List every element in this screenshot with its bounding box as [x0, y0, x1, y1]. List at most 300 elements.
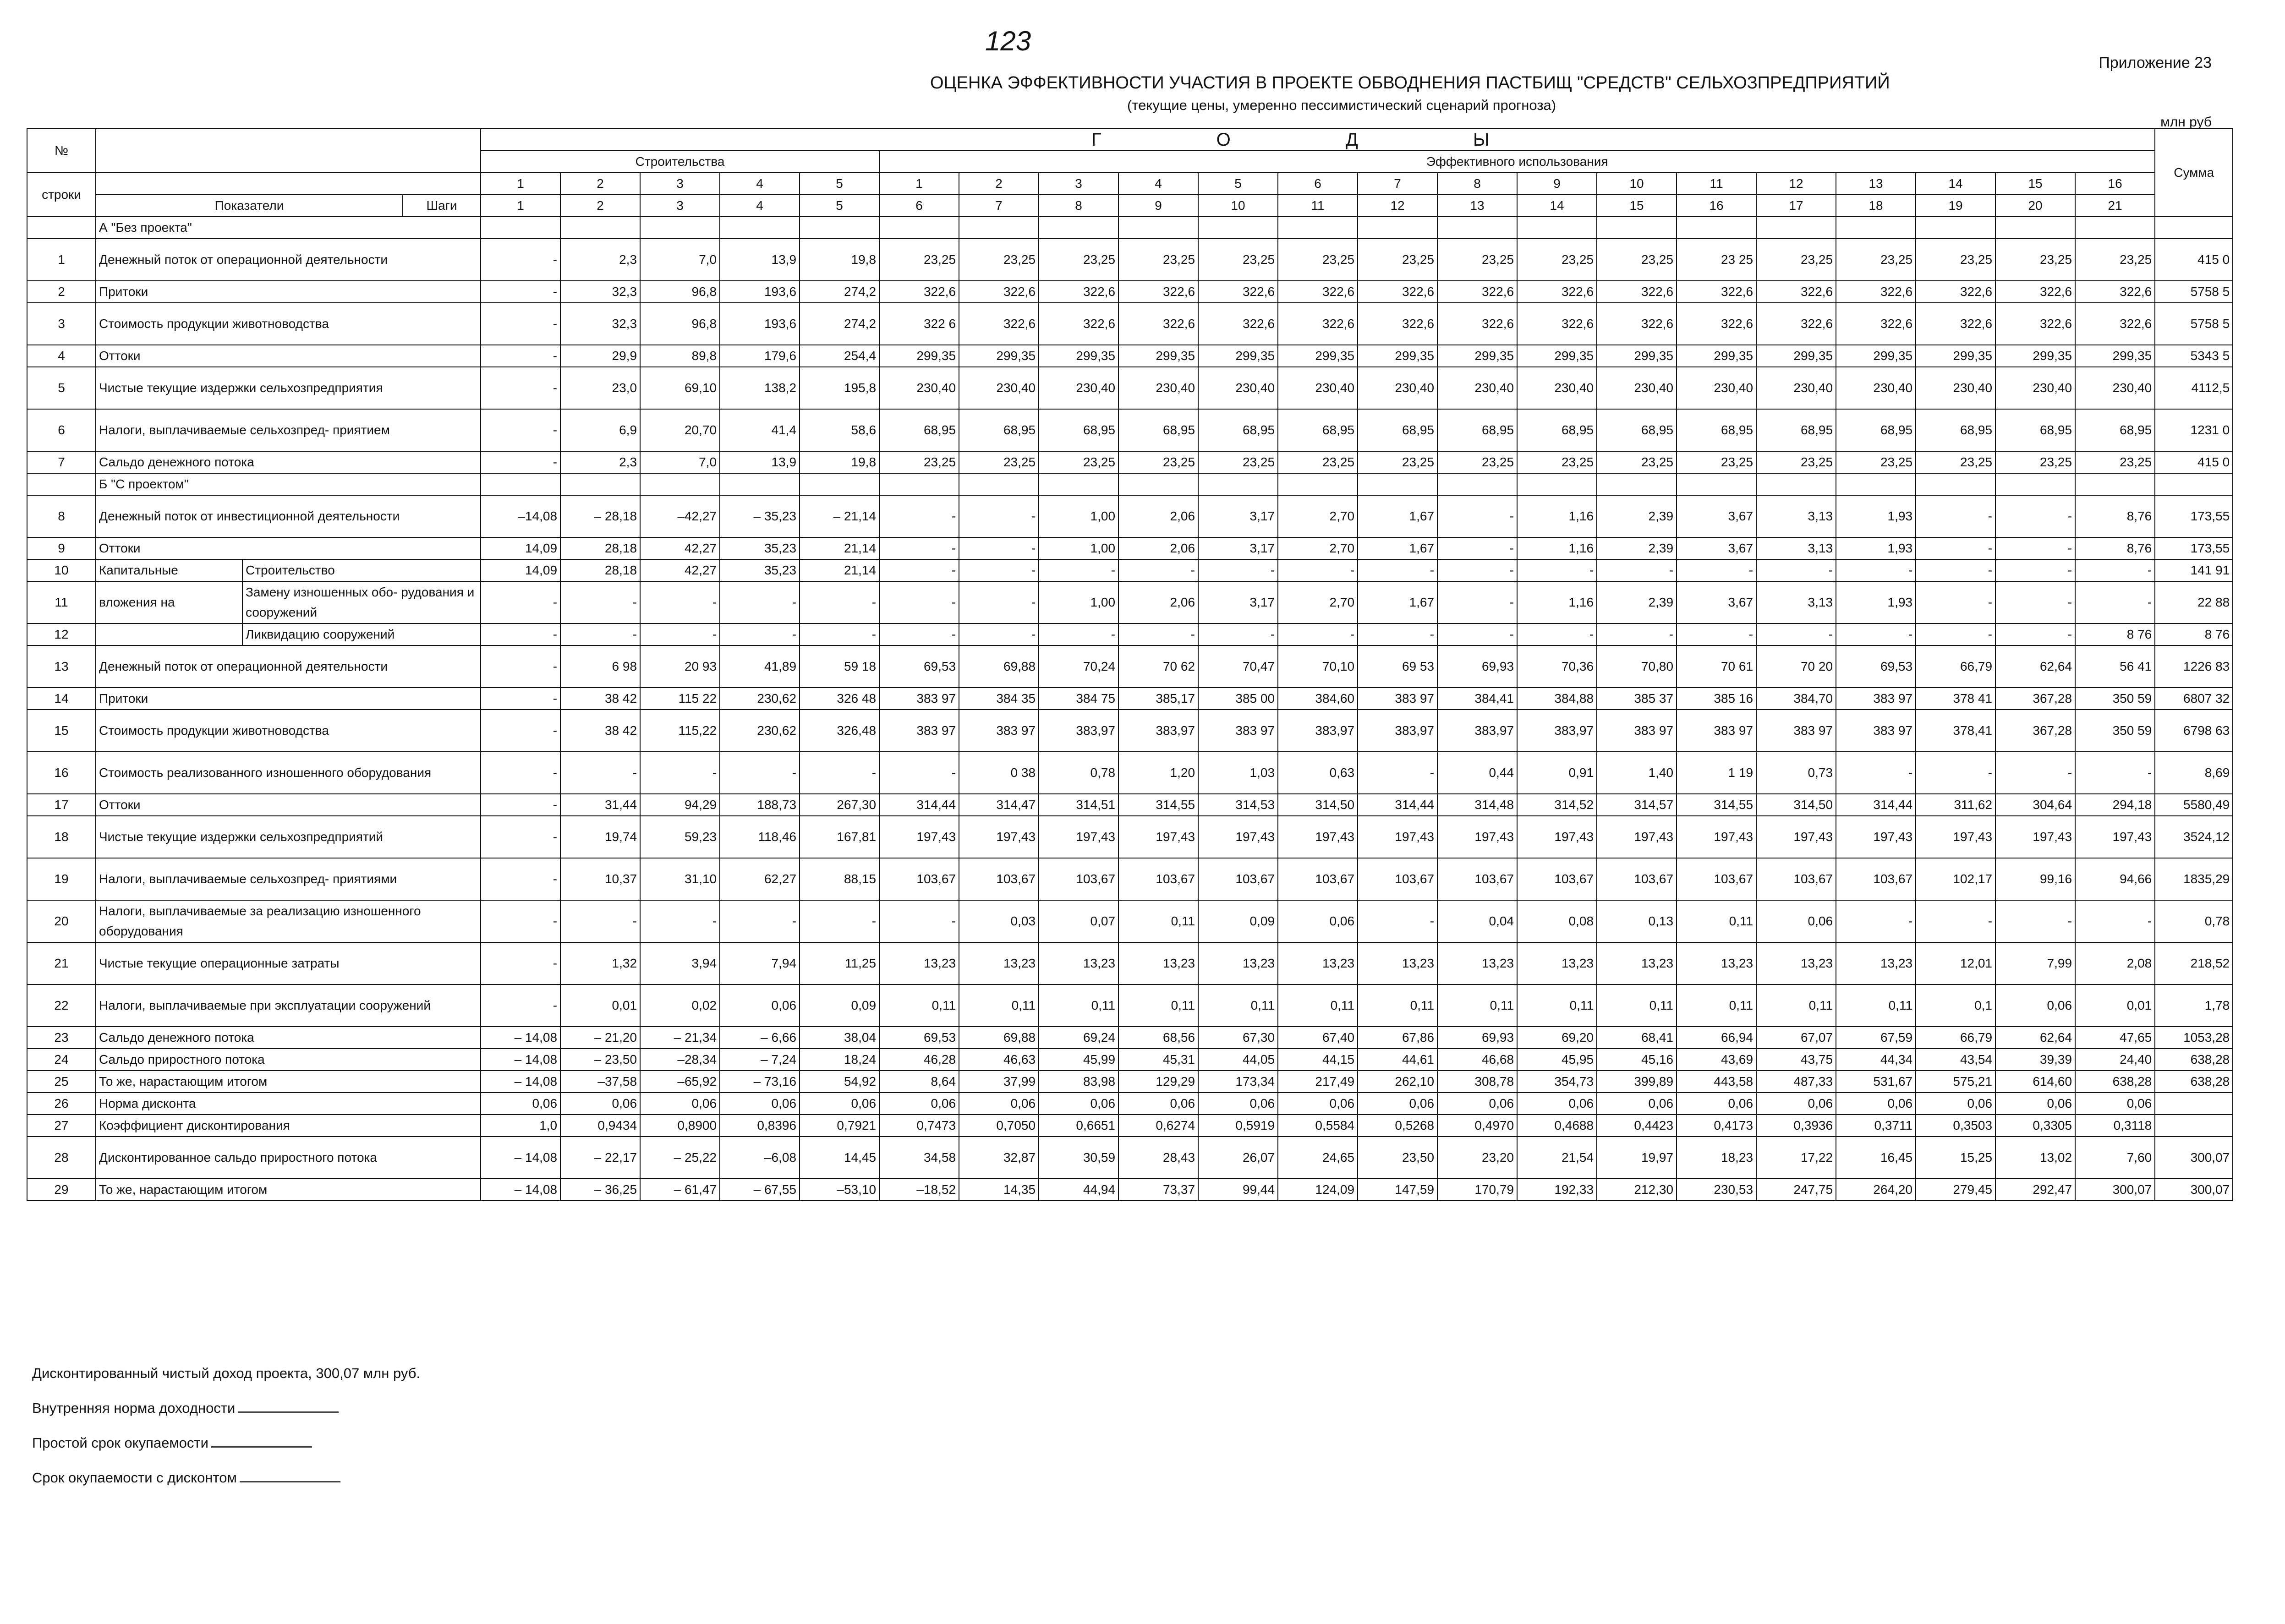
value-cell: 8,76 [2075, 537, 2155, 559]
value-cell: – 21,14 [800, 495, 879, 537]
value-cell: 354,73 [1517, 1071, 1597, 1093]
step-number: 16 [1677, 195, 1756, 217]
value-cell: 299,35 [1358, 345, 1437, 367]
value-cell: 83,98 [1039, 1071, 1118, 1093]
value-cell: 0,3118 [2075, 1115, 2155, 1137]
value-cell: 54,92 [800, 1071, 879, 1093]
row-number: 7 [27, 451, 96, 473]
value-cell: 23,25 [1278, 239, 1358, 281]
value-cell: 68,95 [1756, 409, 1836, 451]
value-cell: 299,35 [1916, 345, 1995, 367]
value-cell: - [481, 409, 560, 451]
value-cell: 23,25 [1916, 451, 1995, 473]
value-cell: 230,40 [1437, 367, 1517, 409]
value-cell: 14,09 [481, 537, 560, 559]
value-cell: 35,23 [720, 537, 800, 559]
value-cell: –53,10 [800, 1179, 879, 1201]
value-cell: 299,35 [959, 345, 1039, 367]
sum-cell: 0,78 [2155, 900, 2233, 942]
value-cell: 322,6 [1039, 303, 1118, 345]
value-cell: 1,00 [1039, 581, 1118, 623]
value-cell: 262,10 [1358, 1071, 1437, 1093]
value-cell: - [481, 688, 560, 710]
row-number: 11 [27, 581, 96, 623]
row-label: Капитальные [96, 559, 242, 581]
value-cell: – 7,24 [720, 1049, 800, 1071]
value-cell: 68,95 [1039, 409, 1118, 451]
step-number: 1 [481, 195, 560, 217]
sum-cell: 3524,12 [2155, 816, 2233, 858]
value-cell: 20,70 [640, 409, 720, 451]
value-cell: - [640, 900, 720, 942]
value-cell: – 36,25 [560, 1179, 640, 1201]
value-cell: - [1278, 559, 1358, 581]
value-cell: 3,17 [1198, 537, 1278, 559]
value-cell: 384 75 [1039, 688, 1118, 710]
table-cell [640, 473, 720, 495]
header-row [27, 129, 2233, 151]
table-cell [1597, 217, 1677, 239]
row-number: 17 [27, 794, 96, 816]
value-cell: 1,93 [1836, 537, 1916, 559]
value-cell: - [1995, 559, 2075, 581]
sum-cell: 173,55 [2155, 495, 2233, 537]
no-header: № [27, 129, 96, 173]
blank-header [96, 129, 481, 173]
value-cell: 230,40 [1597, 367, 1677, 409]
value-cell: - [481, 281, 560, 303]
sum-cell: 5343 5 [2155, 345, 2233, 367]
note-discounted-payback-label: Срок окупаемости с дисконтом [32, 1470, 237, 1486]
value-cell: 384,60 [1278, 688, 1358, 710]
section-title: Б "С проектом" [96, 473, 481, 495]
table-cell [1995, 217, 2075, 239]
value-cell: – 67,55 [720, 1179, 800, 1201]
step-number: 4 [720, 195, 800, 217]
value-cell: 0,78 [1039, 752, 1118, 794]
value-cell: 0,06 [1278, 1093, 1358, 1115]
value-cell: 2,06 [1118, 495, 1198, 537]
value-cell: 3,13 [1756, 581, 1836, 623]
value-cell: - [800, 581, 879, 623]
value-cell: 23,25 [959, 239, 1039, 281]
value-cell: 44,61 [1358, 1049, 1437, 1071]
value-cell: 129,29 [1118, 1071, 1198, 1093]
table-cell [1278, 217, 1358, 239]
value-cell: 254,4 [800, 345, 879, 367]
value-cell: 43,69 [1677, 1049, 1756, 1071]
row-label: То же, нарастающим итогом [96, 1071, 481, 1093]
value-cell: 103,67 [1597, 858, 1677, 900]
value-cell: 23,25 [879, 239, 959, 281]
value-cell: - [1597, 623, 1677, 645]
value-cell: 0,6274 [1118, 1115, 1198, 1137]
row-number: 16 [27, 752, 96, 794]
section-title: А "Без проекта" [96, 217, 481, 239]
table-cell [2155, 217, 2233, 239]
value-cell: 13,23 [1437, 942, 1517, 984]
table-cell [1517, 217, 1597, 239]
value-cell: 575,21 [1916, 1071, 1995, 1093]
value-cell: 68,95 [2075, 409, 2155, 451]
value-cell: 383 97 [1677, 710, 1756, 752]
value-cell: - [959, 495, 1039, 537]
value-cell: 383 97 [879, 688, 959, 710]
redacted-mark [211, 1438, 312, 1448]
value-cell: 322,6 [1597, 303, 1677, 345]
year-number: 4 [1118, 173, 1198, 195]
value-cell: 94,66 [2075, 858, 2155, 900]
table-cell [800, 473, 879, 495]
value-cell: 42,27 [640, 537, 720, 559]
value-cell: 322,6 [1756, 281, 1836, 303]
value-cell: 322,6 [1118, 281, 1198, 303]
value-cell: - [879, 900, 959, 942]
value-cell: 67,59 [1836, 1027, 1916, 1049]
value-cell: 197,43 [1677, 816, 1756, 858]
value-cell: – 14,08 [481, 1179, 560, 1201]
table-row [27, 239, 2233, 281]
value-cell: 70,36 [1517, 645, 1597, 688]
redacted-mark [238, 1403, 339, 1413]
sum-cell: 1,78 [2155, 984, 2233, 1027]
value-cell: 322,6 [1517, 303, 1597, 345]
value-cell: 197,43 [1836, 816, 1916, 858]
value-cell: – 14,08 [481, 1027, 560, 1049]
value-cell: 38 42 [560, 688, 640, 710]
value-cell: 0,06 [720, 1093, 800, 1115]
table-cell [1437, 473, 1517, 495]
table-cell [1118, 217, 1198, 239]
value-cell: 32,87 [959, 1137, 1039, 1179]
value-cell: 299,35 [2075, 345, 2155, 367]
value-cell: - [959, 581, 1039, 623]
value-cell: – 61,47 [640, 1179, 720, 1201]
row-number: 18 [27, 816, 96, 858]
table-cell [1437, 217, 1517, 239]
value-cell: 13,23 [1756, 942, 1836, 984]
value-cell: 0,06 [1358, 1093, 1437, 1115]
table-cell [959, 217, 1039, 239]
header-row [27, 173, 2233, 195]
value-cell: - [640, 581, 720, 623]
value-cell: 68,95 [1278, 409, 1358, 451]
value-cell: 350 59 [2075, 710, 2155, 752]
value-cell: - [1836, 559, 1916, 581]
table-row [27, 623, 2233, 645]
year-number: 2 [560, 173, 640, 195]
value-cell: 383,97 [1039, 710, 1118, 752]
value-cell: 0,06 [2075, 1093, 2155, 1115]
year-number: 15 [1995, 173, 2075, 195]
value-cell: - [481, 581, 560, 623]
row-label: Чистые текущие издержки сельхозпредприятий [96, 816, 481, 858]
value-cell: 322,6 [2075, 303, 2155, 345]
value-cell: 23,25 [1677, 451, 1756, 473]
value-cell: 23,25 [1198, 451, 1278, 473]
value-cell: 3,17 [1198, 581, 1278, 623]
value-cell: 23 25 [1677, 239, 1756, 281]
value-cell: 197,43 [1597, 816, 1677, 858]
row-label: Сальдо денежного потока [96, 451, 481, 473]
value-cell: 32,3 [560, 303, 640, 345]
value-cell: 32,3 [560, 281, 640, 303]
sum-cell: 415 0 [2155, 239, 2233, 281]
value-cell: 42,27 [640, 559, 720, 581]
value-cell: 378 41 [1916, 688, 1995, 710]
value-cell: 41,89 [720, 645, 800, 688]
table-cell [1677, 217, 1756, 239]
value-cell: 0,06 [1198, 1093, 1278, 1115]
value-cell: 103,67 [1278, 858, 1358, 900]
value-cell: 6 98 [560, 645, 640, 688]
value-cell: 1,16 [1517, 537, 1597, 559]
step-number: 6 [879, 195, 959, 217]
row-label: Стоимость реализованного изношенного оборудования [96, 752, 481, 794]
value-cell: - [481, 710, 560, 752]
value-cell: 322,6 [1198, 281, 1278, 303]
value-cell: - [1039, 623, 1118, 645]
value-cell: 2,08 [2075, 942, 2155, 984]
value-cell: 13,23 [959, 942, 1039, 984]
value-cell: - [481, 942, 560, 984]
value-cell: - [1437, 581, 1517, 623]
value-cell: 0,06 [640, 1093, 720, 1115]
value-cell: 2,70 [1278, 537, 1358, 559]
value-cell: 115,22 [640, 710, 720, 752]
value-cell: 23,25 [1517, 451, 1597, 473]
value-cell: 0,06 [1278, 900, 1358, 942]
table-cell [27, 473, 96, 495]
value-cell: 230,40 [1358, 367, 1437, 409]
value-cell: 66,94 [1677, 1027, 1756, 1049]
value-cell: 299,35 [1437, 345, 1517, 367]
value-cell: 173,34 [1198, 1071, 1278, 1093]
value-cell: – 21,20 [560, 1027, 640, 1049]
value-cell: 41,4 [720, 409, 800, 451]
value-cell: 0,11 [1597, 984, 1677, 1027]
value-cell: 0,11 [1278, 984, 1358, 1027]
value-cell: 15,25 [1916, 1137, 1995, 1179]
sum-cell: 415 0 [2155, 451, 2233, 473]
table-row [27, 1179, 2233, 1201]
value-cell: 17,22 [1756, 1137, 1836, 1179]
row-label: Оттоки [96, 345, 481, 367]
construction-header: Строительства [481, 151, 879, 173]
value-cell: 299,35 [1597, 345, 1677, 367]
value-cell: 0,8396 [720, 1115, 800, 1137]
sum-cell: 5758 5 [2155, 303, 2233, 345]
value-cell: - [481, 345, 560, 367]
value-cell: - [1756, 623, 1836, 645]
value-cell: –14,08 [481, 495, 560, 537]
efficiency-table [27, 128, 2233, 1201]
value-cell: 614,60 [1995, 1071, 2075, 1093]
value-cell: 314,44 [1358, 794, 1437, 816]
value-cell: 0,03 [959, 900, 1039, 942]
value-cell: - [720, 581, 800, 623]
section-row [27, 217, 2233, 239]
value-cell: 1,16 [1517, 495, 1597, 537]
value-cell: - [879, 537, 959, 559]
value-cell: 19,74 [560, 816, 640, 858]
value-cell: 0,11 [1836, 984, 1916, 1027]
value-cell: 1,93 [1836, 495, 1916, 537]
table-cell [481, 217, 560, 239]
value-cell: 23,25 [1437, 239, 1517, 281]
value-cell: 383,97 [1278, 710, 1358, 752]
value-cell: 103,67 [1358, 858, 1437, 900]
year-number: 16 [2075, 173, 2155, 195]
value-cell: 68,41 [1597, 1027, 1677, 1049]
value-cell: 322,6 [1677, 281, 1756, 303]
value-cell: 68,56 [1118, 1027, 1198, 1049]
value-cell: 68,95 [1358, 409, 1437, 451]
table-row [27, 1137, 2233, 1179]
value-cell: 326 48 [800, 688, 879, 710]
value-cell: 44,15 [1278, 1049, 1358, 1071]
table-cell [1836, 217, 1916, 239]
value-cell: 46,28 [879, 1049, 959, 1071]
value-cell: 46,63 [959, 1049, 1039, 1071]
row-number: 3 [27, 303, 96, 345]
value-cell: - [1517, 559, 1597, 581]
value-cell: - [1677, 559, 1756, 581]
year-number: 7 [1358, 173, 1437, 195]
value-cell: 45,99 [1039, 1049, 1118, 1071]
sum-cell: 141 91 [2155, 559, 2233, 581]
value-cell: 314,47 [959, 794, 1039, 816]
value-cell: 39,39 [1995, 1049, 2075, 1071]
value-cell: 383 97 [1836, 710, 1916, 752]
value-cell: 322,6 [959, 303, 1039, 345]
table-row [27, 858, 2233, 900]
value-cell: 70,10 [1278, 645, 1358, 688]
value-cell: 443,58 [1677, 1071, 1756, 1093]
value-cell: 68,95 [1916, 409, 1995, 451]
value-cell: 70 61 [1677, 645, 1756, 688]
value-cell: 0,11 [959, 984, 1039, 1027]
value-cell: 99,16 [1995, 858, 2075, 900]
value-cell: 89,8 [640, 345, 720, 367]
value-cell: –28,34 [640, 1049, 720, 1071]
value-cell: 0,06 [1677, 1093, 1756, 1115]
value-cell: 197,43 [1358, 816, 1437, 858]
value-cell: 23,20 [1437, 1137, 1517, 1179]
value-cell: 0,1 [1916, 984, 1995, 1027]
value-cell: 23,25 [959, 451, 1039, 473]
blank-header [96, 173, 481, 195]
value-cell: 45,95 [1517, 1049, 1597, 1071]
year-number: 1 [879, 173, 959, 195]
table-row [27, 645, 2233, 688]
value-cell: 7,60 [2075, 1137, 2155, 1179]
table-row [27, 1049, 2233, 1071]
value-cell: 13,02 [1995, 1137, 2075, 1179]
value-cell: 7,0 [640, 451, 720, 473]
value-cell: 69,53 [879, 1027, 959, 1049]
note-payback-label: Простой срок окупаемости [32, 1435, 208, 1451]
value-cell: 21,14 [800, 559, 879, 581]
appendix-label: Приложение 23 [2099, 54, 2212, 71]
sum-cell: 1226 83 [2155, 645, 2233, 688]
value-cell: 23,25 [1517, 239, 1597, 281]
row-label: Денежный поток от инвестиционной деятельности [96, 495, 481, 537]
value-cell: 14,35 [959, 1179, 1039, 1201]
value-cell: - [720, 900, 800, 942]
value-cell: - [481, 816, 560, 858]
value-cell: 2,06 [1118, 537, 1198, 559]
value-cell: 230,40 [1916, 367, 1995, 409]
value-cell: 0,8900 [640, 1115, 720, 1137]
value-cell: 13,9 [720, 451, 800, 473]
value-cell: 0,5268 [1358, 1115, 1437, 1137]
value-cell: 67,40 [1278, 1027, 1358, 1049]
value-cell: 10,37 [560, 858, 640, 900]
value-cell: 13,23 [1677, 942, 1756, 984]
year-number: 3 [1039, 173, 1118, 195]
row-number: 27 [27, 1115, 96, 1137]
table-cell [959, 473, 1039, 495]
value-cell: 0,7050 [959, 1115, 1039, 1137]
value-cell: 1,00 [1039, 495, 1118, 537]
value-cell: 322,6 [2075, 281, 2155, 303]
value-cell: 197,43 [1198, 816, 1278, 858]
value-cell: - [2075, 752, 2155, 794]
value-cell: - [1118, 623, 1198, 645]
sum-cell: 4112,5 [2155, 367, 2233, 409]
value-cell: - [1916, 900, 1995, 942]
value-cell: 0,11 [1118, 900, 1198, 942]
value-cell: 230,53 [1677, 1179, 1756, 1201]
value-cell: 43,54 [1916, 1049, 1995, 1071]
year-number: 1 [481, 173, 560, 195]
value-cell: 0,06 [1756, 900, 1836, 942]
value-cell: 0,06 [800, 1093, 879, 1115]
value-cell: 2,70 [1278, 581, 1358, 623]
row-number: 23 [27, 1027, 96, 1049]
value-cell: 383 97 [1756, 710, 1836, 752]
value-cell: 28,18 [560, 559, 640, 581]
value-cell: - [879, 752, 959, 794]
value-cell: - [640, 752, 720, 794]
value-cell: - [1995, 495, 2075, 537]
value-cell: 195,8 [800, 367, 879, 409]
value-cell: 1,0 [481, 1115, 560, 1137]
value-cell: 314,48 [1437, 794, 1517, 816]
table-cell [640, 217, 720, 239]
value-cell: 0,11 [1677, 984, 1756, 1027]
value-cell: 314,44 [879, 794, 959, 816]
value-cell: 326,48 [800, 710, 879, 752]
value-cell: 69,10 [640, 367, 720, 409]
value-cell: 385 00 [1198, 688, 1278, 710]
value-cell: 23,25 [1597, 239, 1677, 281]
value-cell: 0,5584 [1278, 1115, 1358, 1137]
row-number: 9 [27, 537, 96, 559]
value-cell: 38,04 [800, 1027, 879, 1049]
value-cell: 0,04 [1437, 900, 1517, 942]
step-number: 11 [1278, 195, 1358, 217]
value-cell: –18,52 [879, 1179, 959, 1201]
year-number: 5 [1198, 173, 1278, 195]
value-cell: 0,06 [560, 1093, 640, 1115]
value-cell: 147,59 [1358, 1179, 1437, 1201]
value-cell: - [959, 559, 1039, 581]
table-row [27, 281, 2233, 303]
value-cell: 197,43 [1437, 816, 1517, 858]
value-cell: 13,23 [1597, 942, 1677, 984]
